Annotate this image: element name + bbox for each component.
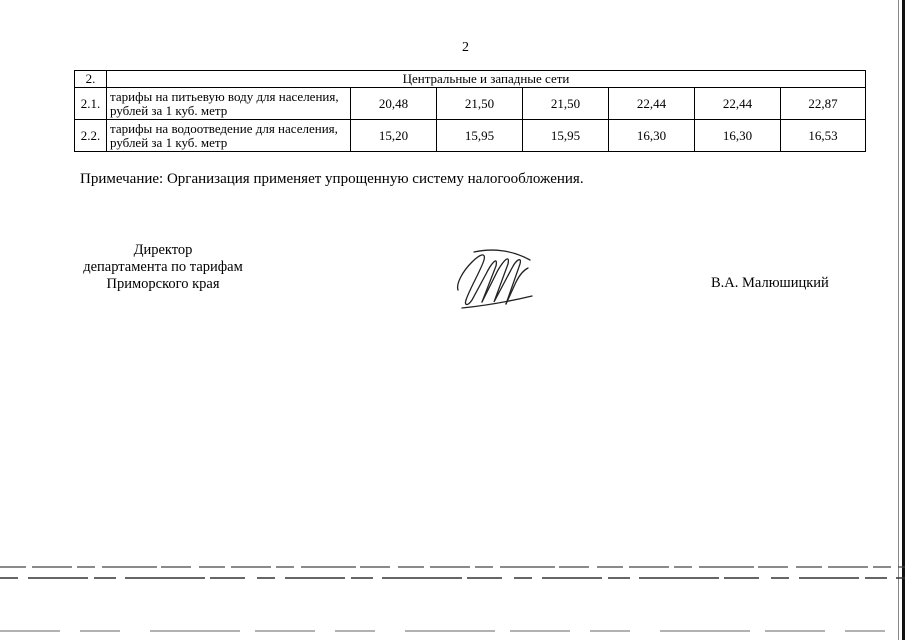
tariff-value: 15,95	[523, 120, 609, 152]
scan-artifact-line	[0, 577, 905, 579]
director-title	[78, 242, 248, 293]
row-number: 2.2.	[75, 120, 107, 152]
tariff-value: 15,20	[351, 120, 437, 152]
row-name: тарифы на питьевую воду для населения, рублей за 1 куб. метр	[107, 88, 351, 120]
tariff-value: 16,53	[781, 120, 866, 152]
scan-edge-line	[898, 0, 899, 640]
tariff-value: 21,50	[437, 88, 523, 120]
handwritten-signature	[452, 240, 537, 312]
table-row	[75, 88, 866, 120]
table-row	[75, 120, 866, 152]
tariff-value: 16,30	[609, 120, 695, 152]
scan-artifact-line	[0, 566, 905, 568]
signer-name: В.А. Малюшицкий	[711, 275, 829, 291]
note-text: Примечание: Организация применяет упрощенную систему налогообложения.	[80, 171, 584, 187]
section-number: 2.	[75, 71, 107, 88]
tariff-value: 16,30	[695, 120, 781, 152]
table-section-row	[75, 71, 866, 88]
row-number: 2.1.	[75, 88, 107, 120]
tariff-value: 21,50	[523, 88, 609, 120]
tariff-value: 22,44	[609, 88, 695, 120]
tariff-value: 20,48	[351, 88, 437, 120]
director-line: Приморского края	[106, 276, 220, 292]
director-line: департамента по тарифам	[83, 259, 243, 275]
row-name: тарифы на водоотведение для населения, рублей за 1 куб. метр	[107, 120, 351, 152]
scan-artifact-line	[0, 630, 905, 632]
tariff-value: 22,44	[695, 88, 781, 120]
director-line: Директор	[133, 242, 193, 258]
tariff-value: 22,87	[781, 88, 866, 120]
tariff-table	[74, 70, 866, 152]
section-title: Центральные и западные сети	[107, 71, 866, 88]
page-number: 2	[462, 40, 469, 55]
tariff-value: 15,95	[437, 120, 523, 152]
